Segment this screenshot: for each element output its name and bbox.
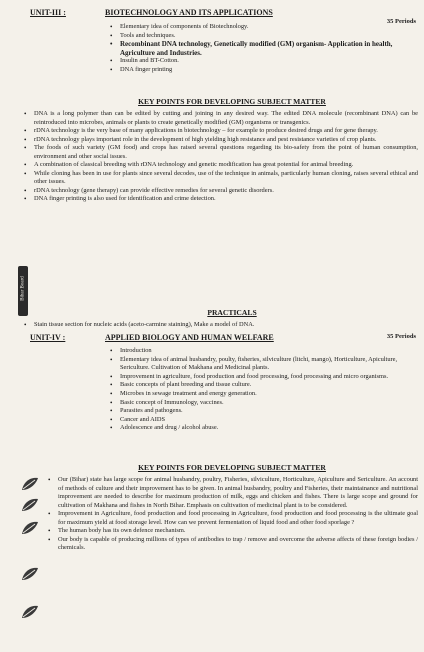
unit4-title: APPLIED BIOLOGY AND HUMAN WELFARE [105, 333, 274, 342]
list-item: • DNA finger printing [110, 66, 414, 75]
unit4-key-points [48, 476, 418, 553]
list-item: • Elementary idea of animal husbandry, poulty, fisheries, silviculture (litchi, mango), Horticulture, Apiculture, Sericulture. Cultivation of Makhana and Medicinal plants. [110, 356, 414, 373]
list-item: • Improvement in Agriculture, food production and food processing in Agriculture, food production and food processing is the ultimate goal for maximum yield at food storage level. How can we prevent fermentation of liquid food and other food sporlage ? [48, 510, 418, 527]
practicals-heading: PRACTICALS [207, 308, 257, 317]
unit3-topic-list [110, 23, 414, 75]
list-item: • Microbes in sewage treatment and energy generation. [110, 390, 414, 399]
list-item: • The human body has its own defence mechanism. [48, 527, 418, 536]
list-item: • Parasites and pathogens. [110, 407, 414, 416]
leaf-icon [20, 476, 40, 492]
unit3-key-points [24, 110, 418, 204]
list-item: • Tools and techniques. [110, 32, 414, 41]
unit4-heading [30, 333, 416, 345]
list-item: • Recombinant DNA technology, Genetically modified (GM) organism- Application in health, Agriculture and Industries. [110, 40, 414, 57]
side-tab-label: Bihar Board [20, 276, 26, 301]
leaf-icon [20, 497, 40, 513]
list-item: • Introduction [110, 347, 414, 356]
leaf-icon [20, 566, 40, 582]
list-item: • The foods of such variety (GM food) and crops has raised several questions regarding its bio-safety from the point of human consumption, environment and other social issues. [24, 144, 418, 161]
unit3-periods: 35 Periods [386, 18, 416, 25]
list-item: • Insulin and BT-Cotton. [110, 57, 414, 66]
unit4-periods: 35 Periods [386, 333, 416, 340]
list-item: • rDNA technology is the very base of many applications in biotechnology – for example to produce desired drugs and for gene therapy. [24, 127, 418, 136]
unit3-key-points-heading: KEY POINTS FOR DEVELOPING SUBJECT MATTER [138, 97, 326, 106]
list-item: • Adolescence and drug / alcohol abuse. [110, 424, 414, 433]
list-item: • DNA is a long polymer than can be edited by cutting and joining in any desired way. The edited DNA molecule (recombinant DNA) can be reintroduced into microbes, animals or plants to create genetically modified (GM) organisms or transgenics. [24, 110, 418, 127]
leaf-icon [20, 520, 40, 536]
unit3-title: BIOTECHNOLOGY AND ITS APPLICATIONS [105, 8, 273, 17]
unit4-topic-list [110, 347, 414, 433]
list-item: • DNA finger printing is also used for identification and crime detection. [24, 195, 418, 204]
unit3-heading [30, 8, 416, 25]
list-item: • Our body is capable of producing millions of types of antibodies to trap / remove and overcome the adverse affects of these foreign bodies / chemicals. [48, 536, 418, 553]
list-item: • Our (Bihar) state has large scope for animal husbandry, poultry, Fisheries, silviculture, Horticulture, Apiculture and Sericulture. An account of methods of culture and their improvement has to be given. In animal husbandry, poultry and Fisheries, their maintainance and nutritional improvement are needed to describe for maximum production of milk, eggs and chicken and fishes. There is large scope and ground for cultivation of Makhana and fishes in North Bihar. Emphasis on cultivation of medicinal plant is to be considered. [48, 476, 418, 510]
list-item: • Stain tissue section for nucleic acids (aceto-carmine staining), Make a model of DNA. [24, 321, 418, 330]
unit4-key-points-heading: KEY POINTS FOR DEVELOPING SUBJECT MATTER [138, 463, 326, 472]
practicals-list [24, 321, 418, 330]
list-item: • Basic concepts of plant breeding and tissue culture. [110, 381, 414, 390]
list-item: • A combination of classical breeding with rDNA technology and genetic modification has great potential for animal breeding. [24, 161, 418, 170]
list-item: • rDNA technology (gene therapy) can provide effective remedies for several genetic disorders. [24, 187, 418, 196]
list-item: • Cancer and AIDS [110, 416, 414, 425]
leaf-icon [20, 604, 40, 620]
list-item: • Improvement in agriculture, food production and food processing, food processing and micro organisms. [110, 373, 414, 382]
unit3-label: UNIT-III : [30, 8, 66, 17]
list-item: • Basic concept of Immunology, vaccines. [110, 399, 414, 408]
list-item: • While cloning has been in use for plants since several decodes, use of the technique in animals, particularly human cloning, raises several ethical and other issues. [24, 170, 418, 187]
unit4-label: UNIT-IV : [30, 333, 66, 342]
list-item: • rDNA technology plays important role in the development of high yielding high resistance and pest resistance varieties of crop plants. [24, 136, 418, 145]
list-item: • Elementary idea of components of Biotechnology. [110, 23, 414, 32]
